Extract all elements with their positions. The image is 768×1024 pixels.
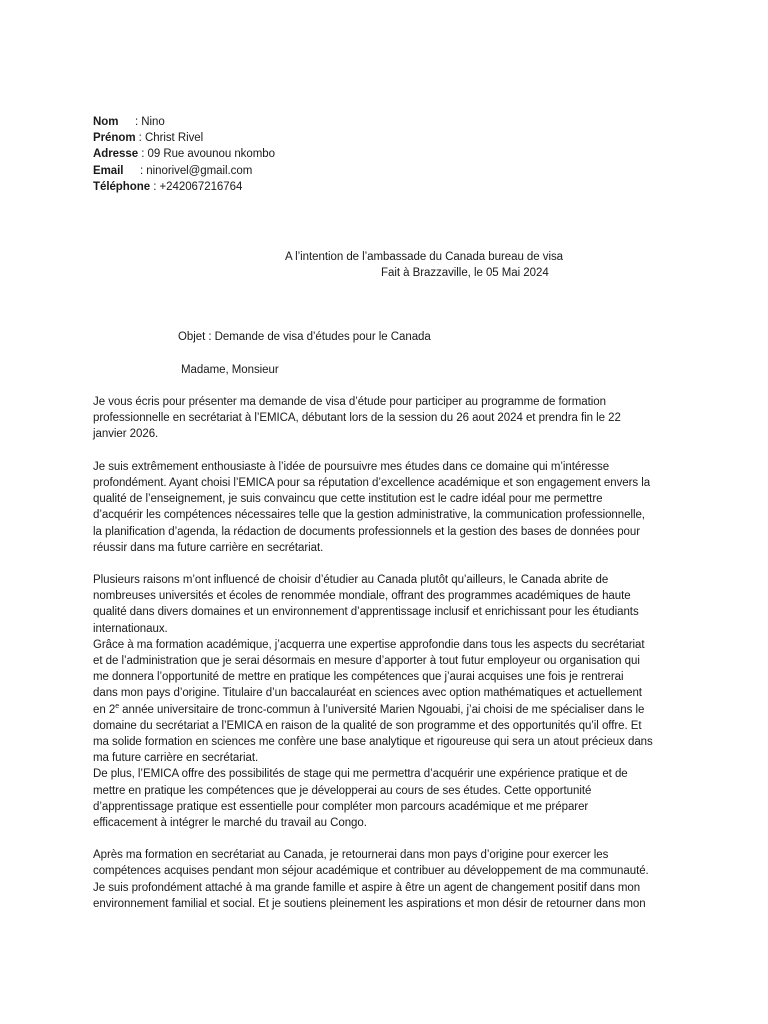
sender-info	[93, 114, 275, 195]
text-fragment: en 2	[93, 703, 116, 716]
place-date-line: Fait à Brazzaville, le 05 Mai 2024	[381, 267, 549, 279]
name-label: Nom	[93, 116, 119, 128]
text-line: domaine du secrétariat a l’EMICA en raison de la qualité de son programme et des opportunités qu’il offre. Et	[93, 719, 642, 732]
paragraph-gap	[93, 443, 678, 459]
text-line: nombreuses universités et écoles de renommée mondiale, offrant des programmes académiques de haute	[93, 590, 631, 603]
subject-line: Objet : Demande de visa d’études pour le Canada	[178, 331, 431, 343]
text-line: professionnelle en secrétariat à l’EMICA, débutant lors de la session du 26 aout 2024 et prendra fin le 22	[93, 412, 621, 425]
paragraph-gap	[93, 556, 678, 572]
text-line: Je vous écris pour présenter ma demande de visa d’étude pour participer au programme de formation	[93, 396, 606, 408]
text-line: ma solide formation en sciences me confère une base analytique et rigoureuse qui sera un atout précieux dans	[93, 735, 653, 748]
text-line: qualité de l’enseignement, je suis convaincu que cette institution est le cadre idéal pour me permettre	[93, 493, 603, 506]
text-line: internationaux.	[93, 622, 168, 635]
sender-phone-line	[93, 179, 275, 195]
text-line: ma future carrière en secrétariat.	[93, 752, 259, 765]
text-line: De plus, l’EMICA offre des possibilités de stage qui me permettra d’acquérir une expérience pratique et de	[93, 768, 628, 781]
paragraph-2	[93, 459, 678, 556]
text-line: mettre en pratique les compétences que je développerai au cours de ses études. Cette opportunité	[93, 784, 592, 797]
text-line: Je suis profondément attaché à ma grande famille et aspire à être un agent de changement positif dans mon	[93, 881, 641, 894]
text-line: efficacement à intégrer le marché du travail au Congo.	[93, 816, 367, 829]
text-line: profondément. Ayant choisi l’EMICA pour sa réputation d’excellence académique et son engagement envers la	[93, 476, 651, 489]
text-line-superscript	[93, 702, 678, 718]
paragraph-4	[93, 847, 678, 912]
firstname-value: : Christ Rivel	[135, 132, 204, 145]
text-line: d’acquérir les compétences nécessaires telle que la gestion administrative, la communication professionnelle,	[93, 509, 645, 522]
paragraph-3	[93, 572, 678, 831]
text-line: la planification d’agenda, la rédaction de documents professionnels et la gestion des bases de données pour	[93, 525, 641, 538]
paragraph-gap	[93, 831, 678, 847]
recipient-line: A l’intention de l’ambassade du Canada bureau de visa	[285, 251, 564, 263]
sender-firstname-line	[93, 130, 275, 146]
sender-address-line	[93, 146, 275, 162]
sender-email-line	[93, 163, 275, 179]
text-line: Plusieurs raisons m’ont influencé de choisir d’étudier au Canada plutôt qu’ailleurs, le Canada abrite de	[93, 574, 609, 587]
text-line: qualité dans divers domaines et un environnement d’apprentissage inclusif et enrichissant pour les étudiants	[93, 606, 639, 619]
phone-label: Téléphone	[93, 180, 151, 193]
address-label: Adresse	[93, 148, 139, 161]
text-line: janvier 2026.	[93, 428, 159, 441]
text-line: Je suis extrêmement enthousiaste à l’idée de poursuivre mes études dans ce domaine qui m’intéresse	[93, 460, 610, 473]
text-line: Grâce à ma formation académique, j’acquerra une expertise approfondie dans tous les aspects du secrétariat	[93, 638, 645, 651]
name-value: : Nino	[135, 116, 165, 128]
ordinal-superscript: e	[115, 702, 120, 710]
address-value: : 09 Rue avounou nkombo	[138, 148, 275, 161]
letter-body	[93, 394, 678, 912]
text-fragment: année universitaire de tronc-commun à l’université Marien Ngouabi, j’ai choisi de me spécialiser dans le	[119, 703, 645, 716]
sender-name-line	[93, 114, 275, 130]
text-line: d’apprentissage pratique est essentielle pour compléter mon parcours académique et me préparer	[93, 800, 589, 813]
phone-value: : +242067216764	[150, 180, 243, 193]
text-line: compétences acquises pendant mon séjour académique et contribuer au développement de ma communauté.	[93, 865, 649, 878]
salutation: Madame, Monsieur	[181, 364, 279, 376]
text-line: Après ma formation en secrétariat au Canada, je retournerai dans mon pays d’origine pour exercer les	[93, 849, 609, 862]
text-line: me donnera l’opportunité de mettre en pratique les compétences que j’aurai acquises une fois je rentrerai	[93, 671, 624, 684]
text-line: dans mon pays d’origine. Titulaire d’un baccalauréat en sciences avec option mathématiques et actuellement	[93, 687, 642, 700]
firstname-label: Prénom	[93, 132, 136, 145]
paragraph-1	[93, 394, 678, 443]
email-value: : ninorivel@gmail.com	[140, 164, 253, 177]
text-line: environnement familial et social. Et je soutiens pleinement les aspirations et mon désir de retourner dans mon	[93, 897, 646, 910]
text-line: et de l’administration que je serai désormais en mesure d’apporter à tout futur employeur ou organisation qui	[93, 655, 640, 667]
text-line: réussir dans ma future carrière en secrétariat.	[93, 541, 324, 554]
email-label: Email	[93, 164, 124, 177]
